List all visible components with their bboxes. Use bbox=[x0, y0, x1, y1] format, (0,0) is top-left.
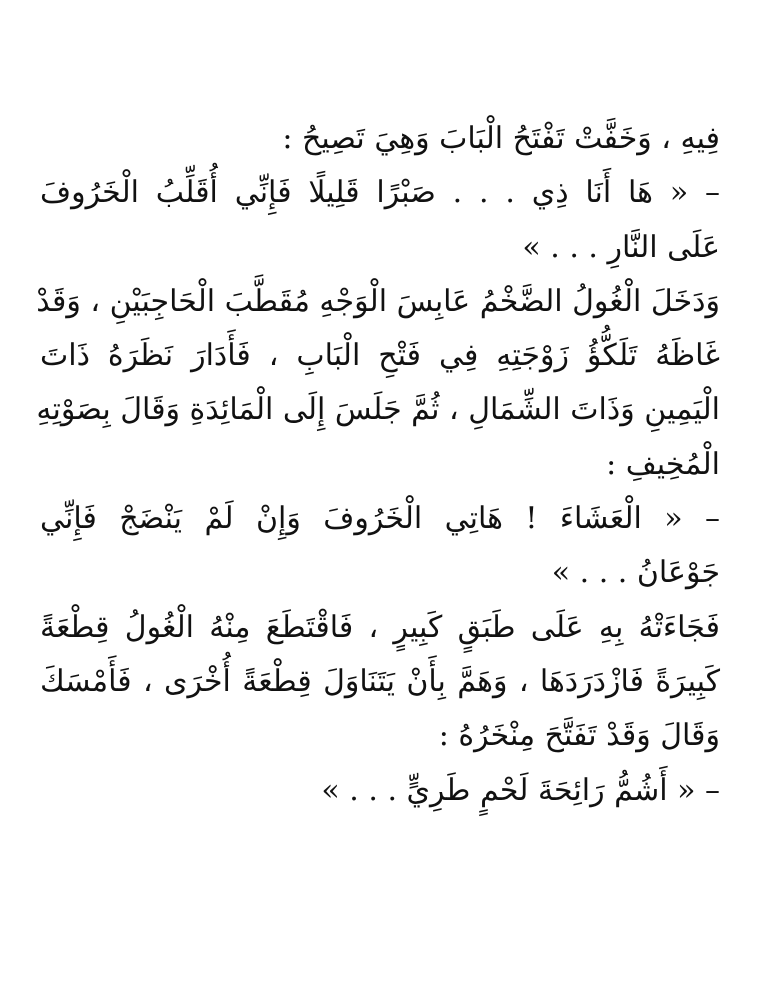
text-line-1: فِيهِ ، وَخَفَّتْ تَفْتَحُ الْبَابَ وَهِيَ تَصِيحُ : bbox=[282, 121, 720, 156]
book-page bbox=[36, 112, 720, 818]
text-line-11: كَبِيرَةً فَازْدَرَدَهَا ، وَهَمَّ بِأَنْ يَتَنَاوَلَ قِطْعَةً أُخْرَى ، فَأَمْسَكَ bbox=[40, 663, 720, 699]
text-line-13: – « أَشُمُّ رَائِحَةَ لَحْمٍ طَرِيٍّ . . . » bbox=[321, 772, 720, 808]
text-line-3: عَلَى النَّارِ . . . » bbox=[522, 229, 720, 265]
text-line-6: الْيَمِينِ وَذَاتَ الشِّمَالِ ، ثُمَّ جَلَسَ إِلَى الْمَائِدَةِ وَقَالَ بِصَوْتِهِ bbox=[36, 392, 720, 428]
text-line-9: جَوْعَانُ . . . » bbox=[551, 555, 720, 591]
text-line-5: غَاظَهُ تَلَكُّؤُ زَوْجَتِهِ فِي فَتْحِ الْبَابِ ، فَأَدَارَ نَظَرَهُ ذَاتَ bbox=[40, 338, 720, 374]
text-line-2: – « هَا أَنَا ذِي . . . صَبْرًا قَلِيلًا فَإِنِّي أُقَلِّبُ الْخَرُوفَ bbox=[40, 175, 720, 211]
text-line-7: الْمُخِيفِ : bbox=[606, 446, 720, 482]
text-line-8: – « الْعَشَاءَ ! هَاتِي الْخَرُوفَ وَإِنْ لَمْ يَنْضَجْ فَإِنِّي bbox=[40, 501, 720, 537]
text-line-10: فَجَاءَتْهُ بِهِ عَلَى طَبَقٍ كَبِيرٍ ، فَاقْتَطَعَ مِنْهُ الْغُولُ قِطْعَةً bbox=[40, 609, 720, 645]
text-line-4: وَدَخَلَ الْغُولُ الضَّخْمُ عَابِسَ الْوَجْهِ مُقَطَّبَ الْحَاجِبَيْنِ ، وَقَدْ bbox=[36, 283, 720, 319]
text-line-12: وَقَالَ وَقَدْ تَفَتَّحَ مِنْخَرُهُ : bbox=[438, 718, 720, 754]
